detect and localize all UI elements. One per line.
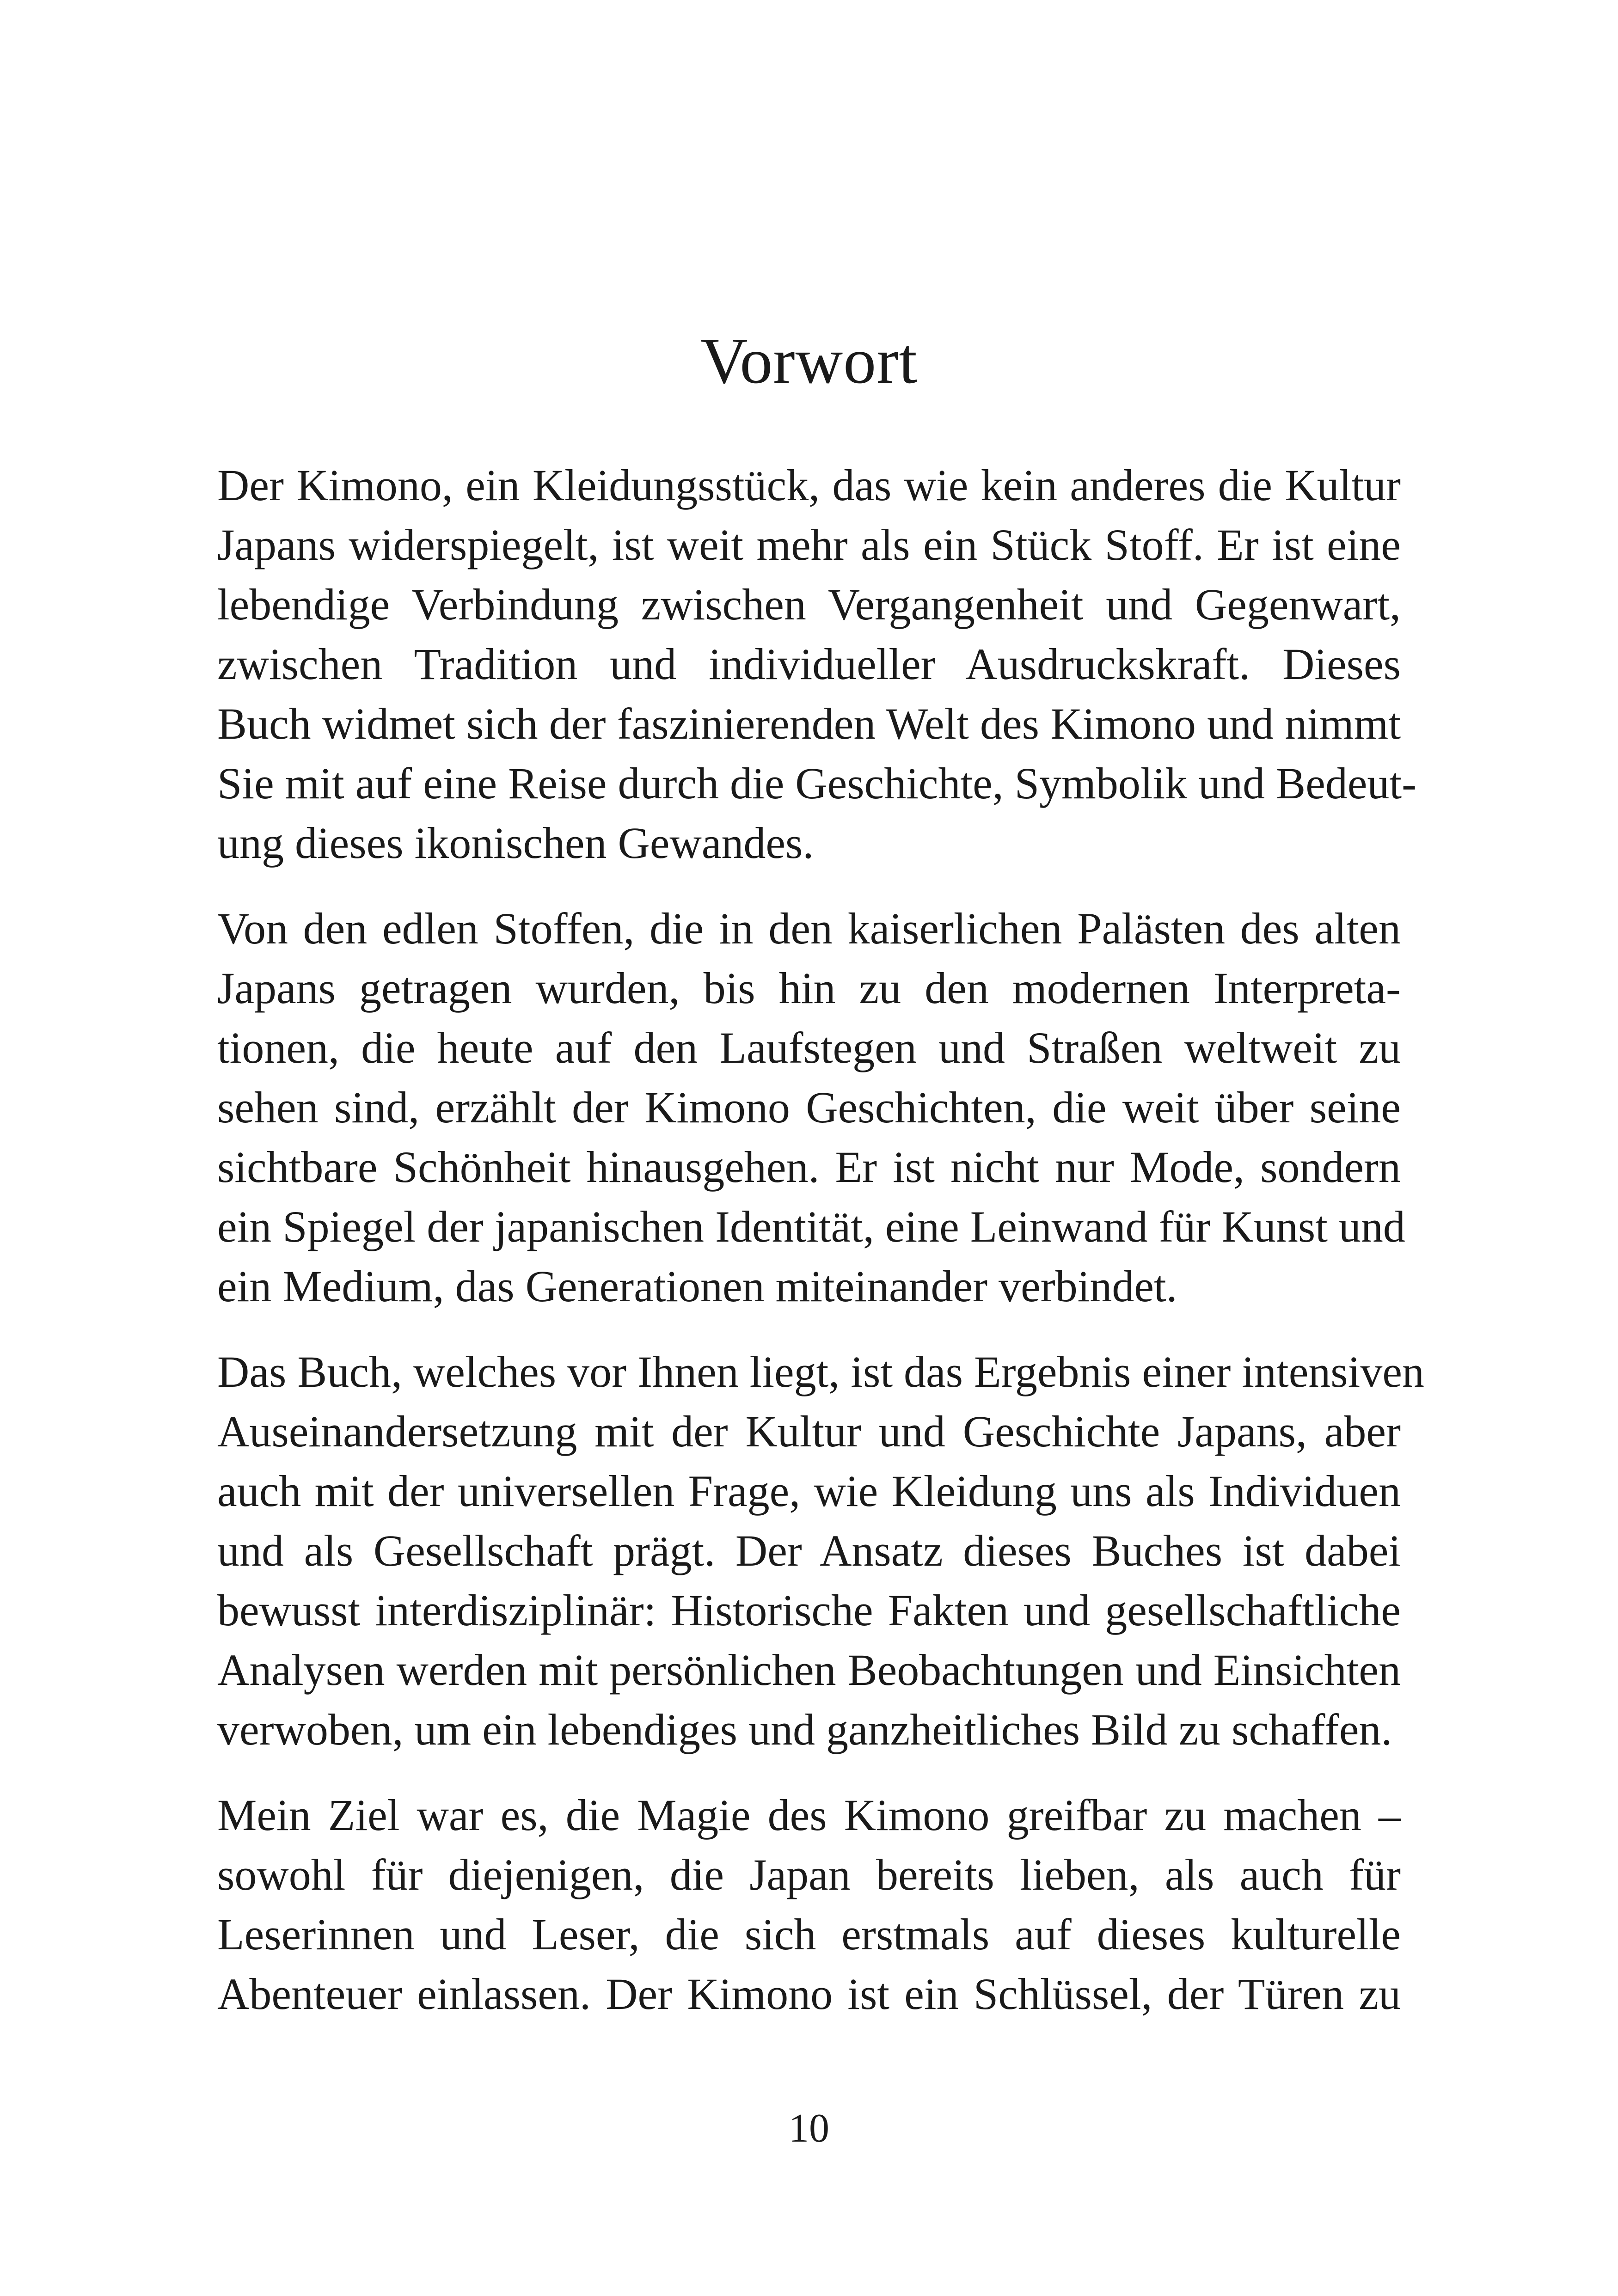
text-line: sowohl für diejenigen, die Japan bereits lieben, als auch für	[217, 1850, 1401, 1899]
text-line: Analysen werden mit persönlichen Beobachtungen und Einsichten	[217, 1645, 1401, 1695]
text-line: ein Medium, das Generationen miteinander verbindet.	[217, 1261, 1177, 1311]
text-line: Buch widmet sich der faszinierenden Welt des Kimono und nimmt	[217, 699, 1401, 748]
text-line: Abenteuer einlassen. Der Kimono ist ein Schlüssel, der Türen zu	[217, 1969, 1401, 2019]
text-line: Leserinnen und Leser, die sich erstmals auf dieses kulturelle	[217, 1910, 1401, 1959]
text-line: ein Spiegel der japanischen Identität, eine Leinwand für Kunst und	[217, 1202, 1405, 1251]
text-line: Das Buch, welches vor Ihnen liegt, ist das Ergebnis einer intensiven	[217, 1347, 1424, 1396]
text-line: Japans getragen wurden, bis hin zu den modernen Interpreta-	[217, 963, 1401, 1013]
paragraph-4	[217, 1785, 1401, 2024]
text-line: und als Gesellschaft prägt. Der Ansatz dieses Buches ist dabei	[217, 1526, 1401, 1575]
text-line: zwischen Tradition und individueller Ausdruckskraft. Dieses	[217, 639, 1401, 689]
body-text	[217, 455, 1424, 2050]
text-line: ung dieses ikonischen Gewandes.	[217, 818, 814, 868]
text-line: Japans widerspiegelt, ist weit mehr als ein Stück Stoff. Er ist eine	[217, 520, 1401, 569]
text-line: lebendige Verbindung zwischen Vergangenheit und Gegenwart,	[217, 580, 1401, 629]
paragraph-1	[217, 455, 1417, 873]
page-number: 10	[789, 2106, 829, 2151]
text-line: sehen sind, erzählt der Kimono Geschichten, die weit über seine	[217, 1083, 1401, 1132]
text-line: auch mit der universellen Frage, wie Kleidung uns als Individuen	[217, 1466, 1401, 1516]
text-line: Mein Ziel war es, die Magie des Kimono greifbar zu machen –	[217, 1790, 1401, 1840]
paragraph-3	[217, 1342, 1424, 1759]
text-line: verwoben, um ein lebendiges und ganzheitliches Bild zu schaffen.	[217, 1705, 1392, 1754]
text-line: bewusst interdisziplinär: Historische Fakten und gesellschaftliche	[217, 1586, 1401, 1635]
text-line: tionen, die heute auf den Laufstegen und Straßen weltweit zu	[217, 1023, 1401, 1072]
text-line: Der Kimono, ein Kleidungsstück, das wie kein anderes die Kultur	[217, 460, 1401, 510]
paragraph-2	[217, 899, 1405, 1316]
text-line: Von den edlen Stoffen, die in den kaiserlichen Palästen des alten	[217, 904, 1401, 953]
text-line: sichtbare Schönheit hinausgehen. Er ist nicht nur Mode, sondern	[217, 1142, 1401, 1192]
text-line: Auseinandersetzung mit der Kultur und Geschichte Japans, aber	[217, 1407, 1401, 1456]
chapter-title: Vorwort	[700, 324, 918, 397]
text-line: Sie mit auf eine Reise durch die Geschichte, Symbolik und Bedeut-	[217, 759, 1417, 808]
